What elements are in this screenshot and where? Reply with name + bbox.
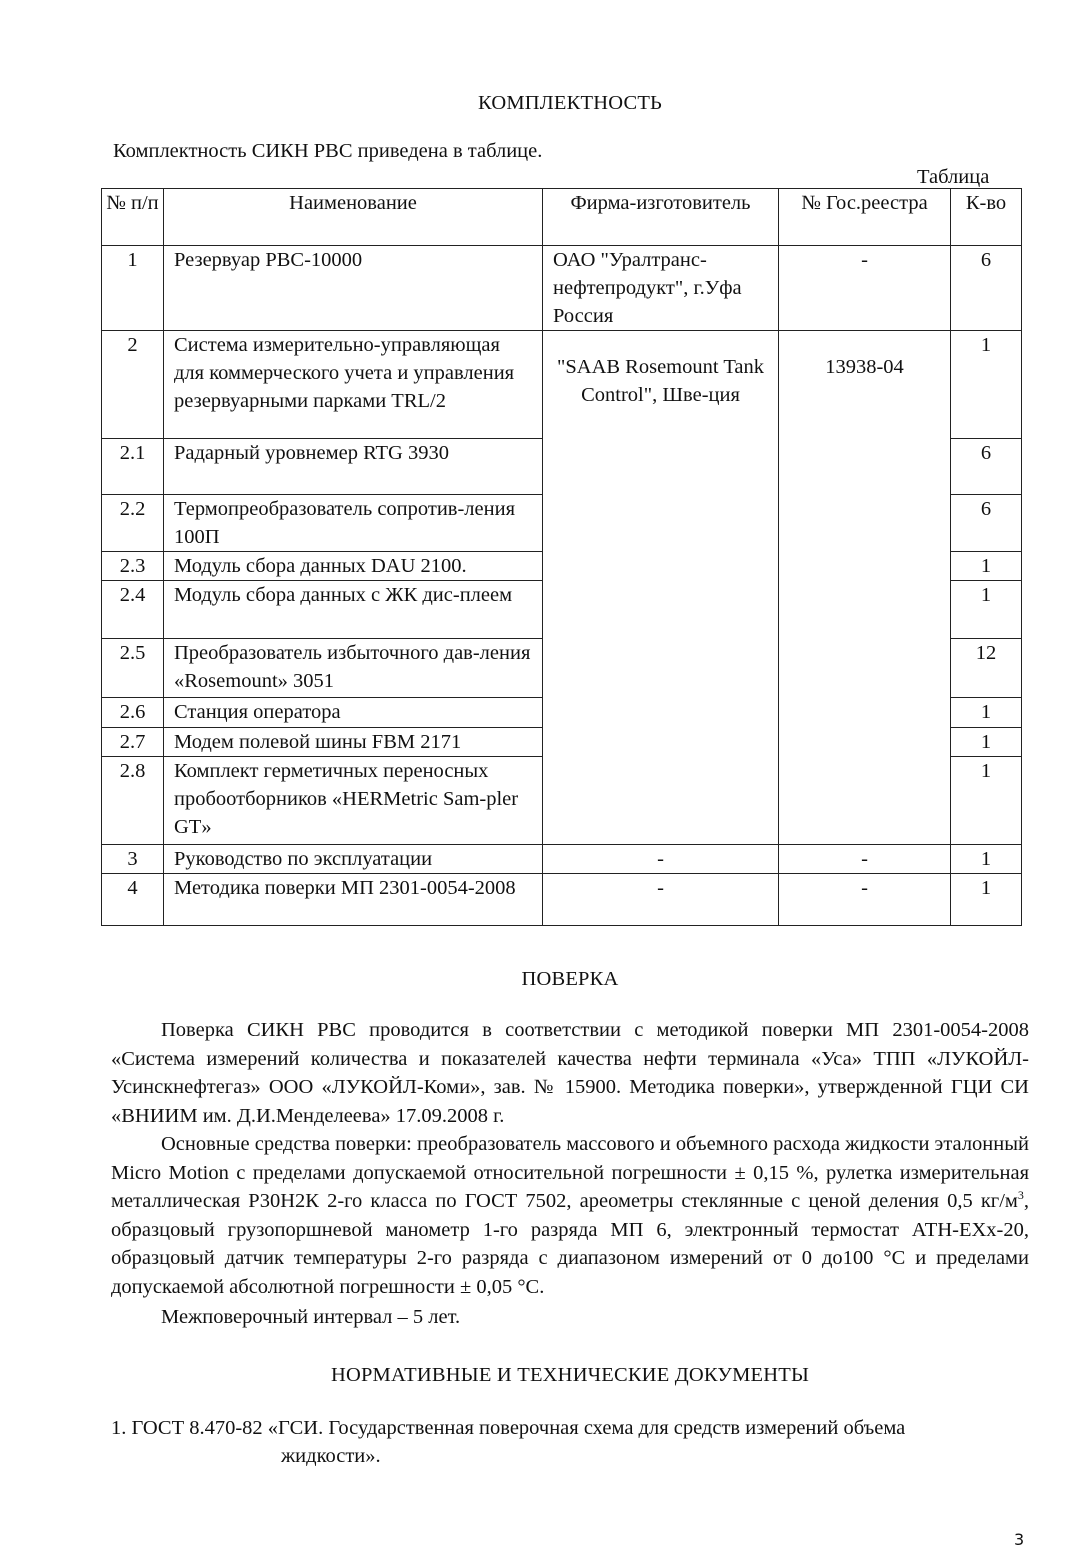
verification-paragraph-2-part-b: , образцовый грузопоршневой манометр 1-го разряда МП 6, электронный термостат АТН-EXx-20, образцовый датчик температуры 2-го разряда с диапазоном измерений от 0 до100 °С и пределами допускаемой абсолютной погрешности ± 0,05 °С. <box>111 1190 1029 1298</box>
row-maker: ОАО "Уралтранс-нефтепродукт", г.Уфа Россия <box>543 246 779 331</box>
row-num: 3 <box>102 845 164 874</box>
table-row <box>102 331 1022 439</box>
row-name: Комплект герметичных переносных пробоотборников «HERMetric Sam-pler GT» <box>164 757 543 845</box>
table-row <box>102 845 1022 874</box>
header-reg: № Гос.реестра <box>779 189 951 246</box>
row-qty: 12 <box>951 639 1022 698</box>
row-reg: - <box>779 845 951 874</box>
row-qty: 1 <box>951 874 1022 926</box>
normative-item-1-line-2: жидкости». <box>281 1445 381 1467</box>
row-num: 2.3 <box>102 552 164 581</box>
row-name: Станция оператора <box>164 698 543 728</box>
row-qty: 1 <box>951 581 1022 639</box>
verification-paragraph-2-part-a: Основные средства поверки: преобразователь массового и объемного расхода жидкости эталонный Micro Motion с пределами допускаемой относительной погрешности ± 0,15 %, рулетка измерительная металлическая Р30Н2К 2-го класса по ГОСТ 7502, ареометры стеклянные с ценой деления 0,5 кг/м <box>111 1133 1029 1212</box>
row-qty: 1 <box>951 698 1022 728</box>
row-name: Резервуар РВС-10000 <box>164 246 543 331</box>
header-maker: Фирма-изготовитель <box>543 189 779 246</box>
row-num: 1 <box>102 246 164 331</box>
normative-item-1 <box>111 1414 1029 1470</box>
verification-heading: ПОВЕРКА <box>521 968 619 990</box>
normative-heading: НОРМАТИВНЫЕ И ТЕХНИЧЕСКИЕ ДОКУМЕНТЫ <box>330 1364 810 1386</box>
header-qty: К-во <box>951 189 1022 246</box>
row-name: Система измерительно-управляющая для коммерческого учета и управления резервуарными парками TRL/2 <box>164 331 543 439</box>
verification-paragraph-3: Межповерочный интервал – 5 лет. <box>161 1306 461 1328</box>
normative-item-1-line-1: 1. ГОСТ 8.470-82 «ГСИ. Государственная поверочная схема для средств измерений объема <box>111 1417 906 1439</box>
header-num: № п/п <box>102 189 164 246</box>
row-name: Модуль сбора данных DAU 2100. <box>164 552 543 581</box>
row-num: 2.1 <box>102 439 164 495</box>
row-qty: 1 <box>951 757 1022 845</box>
table-caption: Таблица <box>917 166 990 188</box>
kit-table <box>101 188 1022 926</box>
row-maker: - <box>543 874 779 926</box>
row-name: Термопреобразователь сопротив-ления 100П <box>164 495 543 552</box>
row-qty: 6 <box>951 495 1022 552</box>
row-num: 2.7 <box>102 728 164 757</box>
row-num: 4 <box>102 874 164 926</box>
table-header-row <box>102 189 1022 246</box>
row-num: 2.8 <box>102 757 164 845</box>
row-num: 2 <box>102 331 164 439</box>
header-name: Наименование <box>164 189 543 246</box>
row-name: Радарный уровнемер RTG 3930 <box>164 439 543 495</box>
verification-paragraph-1: Поверка СИКН РВС проводится в соответствии с методикой поверки МП 2301-0054-2008 «Система измерений количества и показателей качества нефти терминала «Уса» ТПП «ЛУКОЙЛ-Усинскнефтегаз» ООО «ЛУКОЙЛ-Коми», зав. № 15900. Методика поверки», утвержденной ГЦИ СИ «ВНИИМ им. Д.И.Менделеева» 17.09.2008 г. <box>111 1019 1029 1127</box>
row-num: 2.5 <box>102 639 164 698</box>
row-name: Руководство по эксплуатации <box>164 845 543 874</box>
row-qty: 1 <box>951 845 1022 874</box>
row-qty: 6 <box>951 439 1022 495</box>
verification-text <box>111 1016 1029 1332</box>
row-qty: 1 <box>951 552 1022 581</box>
row-name: Методика поверки МП 2301-0054-2008 <box>164 874 543 926</box>
page-number: 3 <box>1014 1530 1025 1549</box>
kit-intro: Комплектность СИКН РВС приведена в таблице. <box>113 140 543 162</box>
row-name: Модуль сбора данных с ЖК дис-плеем <box>164 581 543 639</box>
table-row <box>102 874 1022 926</box>
kit-heading: КОМПЛЕКТНОСТЬ <box>477 92 663 114</box>
row-name: Модем полевой шины FBM 2171 <box>164 728 543 757</box>
verification-paragraph-2 <box>111 1130 1029 1301</box>
row-num: 2.2 <box>102 495 164 552</box>
row-reg: - <box>779 246 951 331</box>
row-num: 2.6 <box>102 698 164 728</box>
row-num: 2.4 <box>102 581 164 639</box>
row-maker: - <box>543 845 779 874</box>
row-reg-merged: 13938-04 <box>779 331 951 845</box>
superscript: 3 <box>1017 1188 1024 1203</box>
table-row <box>102 246 1022 331</box>
row-qty: 6 <box>951 246 1022 331</box>
row-reg: - <box>779 874 951 926</box>
row-maker-merged: "SAAB Rosemount Tank Control", Шве-ция <box>543 331 779 845</box>
row-qty: 1 <box>951 331 1022 439</box>
row-qty: 1 <box>951 728 1022 757</box>
row-name: Преобразователь избыточного дав-ления «Rosemount» 3051 <box>164 639 543 698</box>
